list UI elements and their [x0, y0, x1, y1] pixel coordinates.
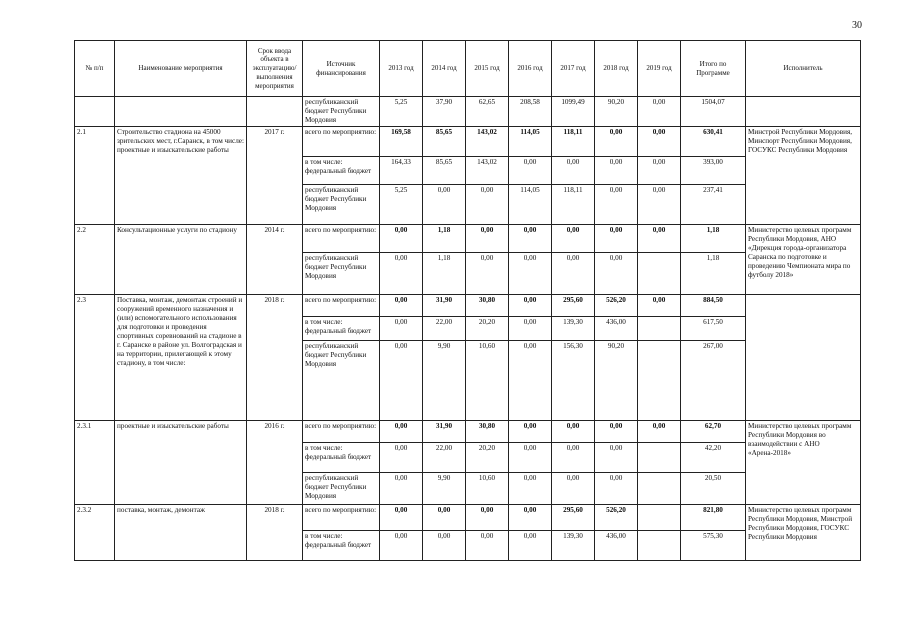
funding-source: в том числе: федеральный бюджет — [303, 317, 380, 341]
total-value: 884,50 — [681, 295, 746, 317]
item-term: 2017 г. — [247, 127, 303, 225]
year-value: 0,00 — [595, 185, 638, 225]
year-value: 156,30 — [552, 341, 595, 421]
year-value: 90,20 — [595, 97, 638, 127]
year-value: 31,90 — [423, 295, 466, 317]
funding-source: всего по мероприятию: — [303, 505, 380, 531]
year-value: 0,00 — [466, 253, 509, 295]
year-value: 0,00 — [595, 127, 638, 157]
total-value: 1504,07 — [681, 97, 746, 127]
year-value: 1,18 — [423, 225, 466, 253]
funding-source: республиканский бюджет Республики Мордовия — [303, 97, 380, 127]
year-value: 208,58 — [509, 97, 552, 127]
year-value: 118,11 — [552, 127, 595, 157]
header-term: Срок ввода объекта в эксплуатацию/ выполнения мероприятия — [247, 41, 303, 97]
year-value: 0,00 — [552, 473, 595, 505]
program-table — [74, 40, 861, 561]
year-value: 20,20 — [466, 443, 509, 473]
funding-source: в том числе: федеральный бюджет — [303, 157, 380, 185]
item-name: Консультационные услуги по стадиону — [115, 225, 247, 295]
year-value: 30,80 — [466, 421, 509, 443]
year-value: 169,58 — [380, 127, 423, 157]
year-value: 9,90 — [423, 341, 466, 421]
year-value: 0,00 — [638, 225, 681, 253]
year-value: 0,00 — [509, 295, 552, 317]
header-name: Наименование мероприятия — [115, 41, 247, 97]
year-value: 0,00 — [509, 421, 552, 443]
year-value: 0,00 — [552, 253, 595, 295]
header-2015: 2015 год — [466, 41, 509, 97]
item-term: 2016 г. — [247, 421, 303, 505]
year-value: 90,20 — [595, 341, 638, 421]
header-2017: 2017 год — [552, 41, 595, 97]
year-value: 0,00 — [509, 253, 552, 295]
item-name: поставка, монтаж, демонтаж — [115, 505, 247, 561]
total-value: 630,41 — [681, 127, 746, 157]
year-value: 0,00 — [380, 341, 423, 421]
year-value: 0,00 — [509, 317, 552, 341]
executor: Министерство целевых программ Республики Мордовия, Минстрой Республики Мордовия, ГОСУКС Республики Мордовия — [746, 505, 861, 561]
year-value: 0,00 — [509, 505, 552, 531]
year-value: 20,20 — [466, 317, 509, 341]
year-value: 0,00 — [595, 473, 638, 505]
year-value: 22,00 — [423, 317, 466, 341]
year-value: 0,00 — [552, 157, 595, 185]
year-value: 0,00 — [380, 505, 423, 531]
year-value: 0,00 — [638, 421, 681, 443]
year-value: 85,65 — [423, 127, 466, 157]
funding-source: всего по мероприятию: — [303, 421, 380, 443]
year-value: 0,00 — [380, 317, 423, 341]
year-value — [638, 443, 681, 473]
funding-source: в том числе: федеральный бюджет — [303, 443, 380, 473]
year-value: 0,00 — [552, 225, 595, 253]
total-value: 42,20 — [681, 443, 746, 473]
funding-source: всего по мероприятию: — [303, 295, 380, 317]
year-value: 143,02 — [466, 127, 509, 157]
year-value: 0,00 — [509, 341, 552, 421]
item-name: проектные и изыскательские работы — [115, 421, 247, 505]
year-value: 0,00 — [380, 473, 423, 505]
year-value: 114,05 — [509, 127, 552, 157]
executor — [746, 97, 861, 127]
funding-source: республиканский бюджет Республики Мордовия — [303, 341, 380, 421]
funding-source: республиканский бюджет Республики Мордовия — [303, 473, 380, 505]
funding-source: всего по мероприятию: — [303, 225, 380, 253]
header-row — [75, 41, 861, 97]
year-value — [638, 505, 681, 531]
year-value: 0,00 — [380, 295, 423, 317]
year-value: 139,30 — [552, 531, 595, 561]
year-value: 0,00 — [552, 421, 595, 443]
total-value: 1,18 — [681, 253, 746, 295]
year-value: 164,33 — [380, 157, 423, 185]
year-value: 0,00 — [638, 157, 681, 185]
year-value: 0,00 — [466, 505, 509, 531]
year-value: 0,00 — [638, 295, 681, 317]
year-value: 0,00 — [638, 127, 681, 157]
year-value: 139,30 — [552, 317, 595, 341]
year-value: 37,90 — [423, 97, 466, 127]
item-number: 2.3.2 — [75, 505, 115, 561]
item-term: 2018 г. — [247, 505, 303, 561]
total-value: 821,80 — [681, 505, 746, 531]
executor: Министерство целевых программ Республики Мордовия во взаимодействии с АНО «Арена-2018» — [746, 421, 861, 505]
year-value: 0,00 — [423, 185, 466, 225]
year-value: 0,00 — [466, 225, 509, 253]
year-value: 10,60 — [466, 341, 509, 421]
year-value — [638, 341, 681, 421]
year-value: 0,00 — [380, 443, 423, 473]
item-number: 2.1 — [75, 127, 115, 225]
year-value — [638, 253, 681, 295]
total-value: 237,41 — [681, 185, 746, 225]
year-value — [638, 531, 681, 561]
executor: Минстрой Республики Мордовия, Минспорт Республики Мордовия, ГОСУКС Республики Мордовия — [746, 127, 861, 225]
year-value: 5,25 — [380, 97, 423, 127]
year-value: 0,00 — [638, 185, 681, 225]
executor — [746, 295, 861, 421]
total-value: 575,30 — [681, 531, 746, 561]
year-value: 10,60 — [466, 473, 509, 505]
year-value: 85,65 — [423, 157, 466, 185]
total-value: 62,70 — [681, 421, 746, 443]
year-value: 22,00 — [423, 443, 466, 473]
item-term: 2018 г. — [247, 295, 303, 421]
year-value: 0,00 — [380, 253, 423, 295]
year-value: 0,00 — [595, 157, 638, 185]
year-value: 295,60 — [552, 505, 595, 531]
year-value: 5,25 — [380, 185, 423, 225]
total-value: 1,18 — [681, 225, 746, 253]
table-row — [75, 127, 861, 157]
year-value: 0,00 — [595, 421, 638, 443]
header-2019: 2019 год — [638, 41, 681, 97]
funding-source: всего по мероприятию: — [303, 127, 380, 157]
year-value: 0,00 — [595, 443, 638, 473]
year-value — [638, 317, 681, 341]
item-term: 2014 г. — [247, 225, 303, 295]
header-2013: 2013 год — [380, 41, 423, 97]
item-name: Строительство стадиона на 45000 зрительских мест, г.Саранск, в том числе: проектные и изыскательские работы — [115, 127, 247, 225]
year-value: 0,00 — [466, 185, 509, 225]
header-total: Итого по Программе — [681, 41, 746, 97]
table-row — [75, 225, 861, 253]
total-value: 393,00 — [681, 157, 746, 185]
year-value: 1,18 — [423, 253, 466, 295]
year-value: 526,20 — [595, 505, 638, 531]
page-number: 30 — [852, 20, 862, 31]
year-value: 0,00 — [380, 225, 423, 253]
year-value: 0,00 — [509, 531, 552, 561]
year-value: 114,05 — [509, 185, 552, 225]
executor: Министерство целевых программ Республики Мордовия, АНО «Дирекция города-организатора Саранска по подготовке и проведению Чемпионата мира по футболу 2018» — [746, 225, 861, 295]
funding-source: республиканский бюджет Республики Мордовия — [303, 185, 380, 225]
year-value: 0,00 — [595, 225, 638, 253]
header-2018: 2018 год — [595, 41, 638, 97]
header-2014: 2014 год — [423, 41, 466, 97]
year-value: 118,11 — [552, 185, 595, 225]
year-value — [638, 473, 681, 505]
year-value: 436,00 — [595, 317, 638, 341]
funding-source: республиканский бюджет Республики Мордовия — [303, 253, 380, 295]
header-2016: 2016 год — [509, 41, 552, 97]
year-value: 9,90 — [423, 473, 466, 505]
table-row — [75, 421, 861, 443]
year-value: 0,00 — [380, 421, 423, 443]
year-value: 0,00 — [509, 157, 552, 185]
table-row — [75, 97, 861, 127]
total-value: 617,50 — [681, 317, 746, 341]
total-value: 267,00 — [681, 341, 746, 421]
item-number: 2.3.1 — [75, 421, 115, 505]
year-value: 143,02 — [466, 157, 509, 185]
item-number: 2.3 — [75, 295, 115, 421]
year-value: 436,00 — [595, 531, 638, 561]
funding-source: в том числе: федеральный бюджет — [303, 531, 380, 561]
year-value: 526,20 — [595, 295, 638, 317]
table-row — [75, 295, 861, 317]
year-value: 0,00 — [552, 443, 595, 473]
year-value: 0,00 — [423, 531, 466, 561]
year-value: 0,00 — [380, 531, 423, 561]
year-value: 0,00 — [595, 253, 638, 295]
year-value: 31,90 — [423, 421, 466, 443]
item-number: 2.2 — [75, 225, 115, 295]
table-row — [75, 505, 861, 531]
header-source: Источник финансирования — [303, 41, 380, 97]
item-name: Поставка, монтаж, демонтаж строений и сооружений временного назначения и (или) вспомогательного использования для подготовки и проведения спортивных соревнований на стадионе в г. Саранске в районе ул. Волгоградская и на территории, прилегающей к этому стадиону, в том числе: — [115, 295, 247, 421]
header-executor: Исполнитель — [746, 41, 861, 97]
header-num: № п/п — [75, 41, 115, 97]
year-value: 0,00 — [509, 443, 552, 473]
year-value: 62,65 — [466, 97, 509, 127]
year-value: 0,00 — [638, 97, 681, 127]
year-value: 0,00 — [423, 505, 466, 531]
year-value: 0,00 — [509, 225, 552, 253]
year-value: 295,60 — [552, 295, 595, 317]
year-value: 0,00 — [466, 531, 509, 561]
total-value: 20,50 — [681, 473, 746, 505]
year-value: 0,00 — [509, 473, 552, 505]
year-value: 1099,49 — [552, 97, 595, 127]
year-value: 30,80 — [466, 295, 509, 317]
